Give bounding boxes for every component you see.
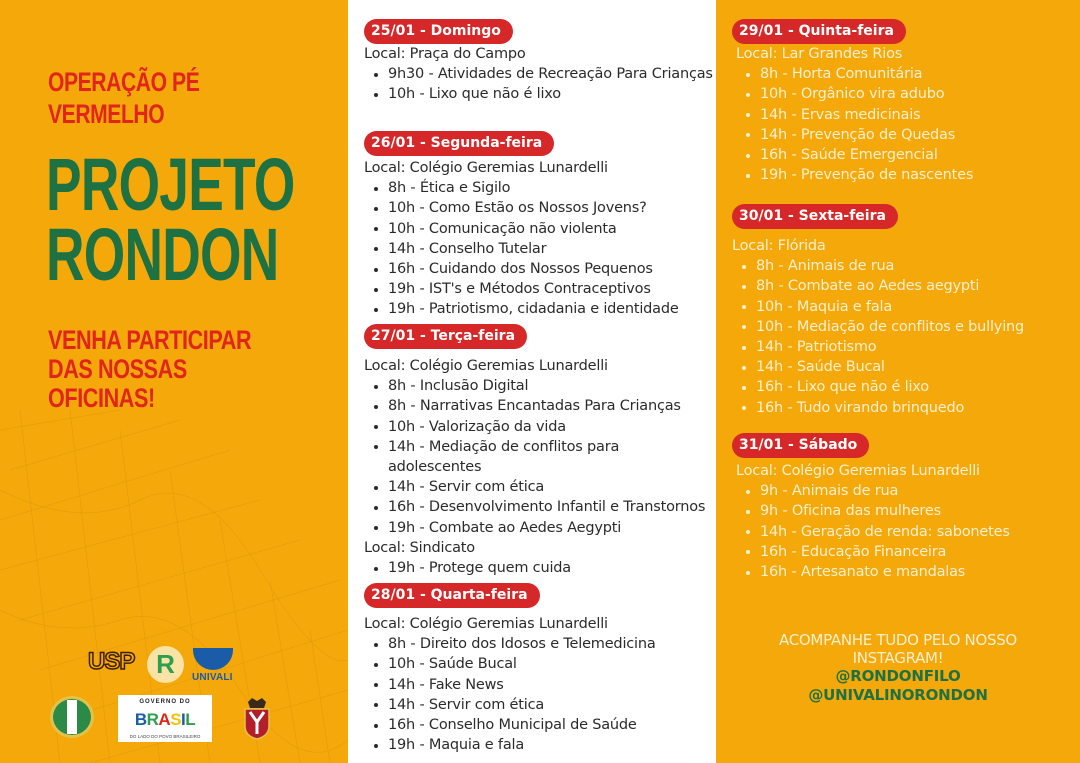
list-item: 16h - Saúde Emergencial	[744, 145, 973, 165]
date-badge: 26/01 - Segunda-feira	[364, 131, 554, 156]
list-item: 14h - Fake News	[372, 675, 656, 695]
usp-logo: USP	[88, 648, 135, 675]
list-item: 19h - IST's e Métodos Contraceptivos	[372, 279, 679, 299]
list-item: 10h - Comunicação não violenta	[372, 219, 679, 239]
univali-emblem-icon	[193, 648, 233, 670]
city-coat-of-arms-icon	[240, 696, 274, 740]
governo-brasil-logo	[118, 695, 212, 742]
day-31-01	[732, 433, 1010, 582]
list-item: 10h - Como Estão os Nossos Jovens?	[372, 198, 679, 218]
day-28-01	[364, 583, 656, 755]
operation-name-line-1: OPERAÇÃO PÉ	[48, 67, 200, 97]
location: Local: Colégio Geremias Lunardelli	[364, 160, 608, 176]
date-badge: 29/01 - Quinta-feira	[732, 19, 906, 44]
day-29-01	[732, 19, 973, 185]
list-item: 8h - Animais de rua	[740, 256, 1024, 276]
list-item: 19h - Protege quem cuida	[372, 558, 705, 578]
project-title-line-1: PROJETO	[46, 143, 295, 226]
activity-list	[364, 64, 713, 104]
list-item: 14h - Servir com ética	[372, 477, 705, 497]
date-badge: 28/01 - Quarta-feira	[364, 583, 540, 608]
list-item: 9h30 - Atividades de Recreação Para Crianças	[372, 64, 713, 84]
municipal-seal-logo	[50, 696, 94, 738]
activity-list	[364, 558, 705, 578]
location: Local: Colégio Geremias Lunardelli	[736, 463, 980, 479]
operation-name	[48, 66, 199, 130]
date-badge: 25/01 - Domingo	[364, 19, 513, 44]
left-panel	[0, 0, 348, 763]
instagram-handle-univalinorondon[interactable]: @UNIVALINORONDON	[808, 686, 988, 704]
project-title-line-2: RONDON	[46, 213, 279, 296]
list-item: 10h - Lixo que não é lixo	[372, 84, 713, 104]
location: Local: Lar Grandes Rios	[736, 46, 903, 62]
list-item: 9h - Oficina das mulheres	[744, 501, 1010, 521]
list-item: 10h - Saúde Bucal	[372, 654, 656, 674]
list-item: 14h - Geração de renda: sabonetes	[744, 522, 1010, 542]
rondon-logo: R	[147, 646, 184, 683]
list-item: 19h - Maquia e fala	[372, 735, 656, 755]
day-30-01	[732, 204, 1024, 418]
list-item: 16h - Educação Financeira	[744, 542, 1010, 562]
list-item: 8h - Horta Comunitária	[744, 64, 973, 84]
list-item: 14h - Ervas medicinais	[744, 105, 973, 125]
location: Local: Praça do Campo	[364, 46, 526, 62]
list-item: 10h - Valorização da vida	[372, 417, 705, 437]
day-25-01	[364, 19, 713, 105]
location: Local: Sindicato	[364, 539, 475, 556]
list-item: 14h - Saúde Bucal	[740, 357, 1024, 377]
cta-line-2: DAS NOSSAS	[48, 354, 187, 384]
univali-logo	[192, 648, 234, 688]
location: Local: Flórida	[732, 238, 826, 254]
list-item: 19h - Combate ao Aedes Aegypti	[372, 518, 705, 538]
seal-stripe-icon	[67, 700, 77, 734]
date-badge: 31/01 - Sábado	[732, 433, 869, 458]
list-item: 14h - Conselho Tutelar	[372, 239, 679, 259]
list-item: 9h - Animais de rua	[744, 481, 1010, 501]
project-title	[46, 143, 295, 296]
list-item: 8h - Ética e Sigilo	[372, 178, 679, 198]
list-item: 10h - Maquia e fala	[740, 297, 1024, 317]
list-item: 16h - Tudo virando brinquedo	[740, 398, 1024, 418]
gov-logo-wordmark: BRASIL	[134, 710, 196, 729]
list-item: 14h - Mediação de conflitos para adolescentes	[372, 437, 648, 477]
list-item: 16h - Cuidando dos Nossos Pequenos	[372, 259, 679, 279]
day-26-01	[364, 131, 679, 320]
list-item: 14h - Prevenção de Quedas	[744, 125, 973, 145]
schedule-column-1	[348, 0, 716, 763]
cta-line-1: VENHA PARTICIPAR	[48, 325, 252, 355]
instagram-handle-rondonfilo[interactable]: @RONDONFILO	[835, 667, 961, 685]
activity-list	[732, 481, 1010, 582]
call-to-action	[48, 326, 251, 413]
operation-name-line-2: VERMELHO	[48, 99, 165, 129]
activity-list	[364, 376, 705, 538]
list-item: 8h - Inclusão Digital	[372, 376, 705, 396]
list-item: 19h - Patriotismo, cidadania e identidade	[372, 299, 679, 319]
list-item: 8h - Combate ao Aedes aegypti	[740, 276, 1024, 296]
date-badge: 27/01 - Terça-feira	[364, 324, 527, 349]
partner-logos	[0, 640, 348, 763]
location: Local: Colégio Geremias Lunardelli	[364, 358, 608, 374]
follow-text-line-1: ACOMPANHE TUDO PELO NOSSO	[779, 631, 1017, 649]
gov-logo-tagline: DO LADO DO POVO BRASILEIRO	[129, 734, 201, 739]
list-item: 19h - Prevenção de nascentes	[744, 165, 973, 185]
activity-list	[364, 634, 656, 755]
list-item: 8h - Narrativas Encantadas Para Crianças	[372, 396, 705, 416]
list-item: 14h - Servir com ética	[372, 695, 656, 715]
cta-line-3: OFICINAS!	[48, 383, 155, 413]
activity-list	[732, 256, 1024, 418]
list-item: 10h - Mediação de conflitos e bullying	[740, 317, 1024, 337]
gov-logo-top: GOVERNO DO	[139, 699, 191, 705]
list-item: 8h - Direito dos Idosos e Telemedicina	[372, 634, 656, 654]
follow-text-line-2: INSTAGRAM!	[852, 649, 944, 667]
list-item: 16h - Conselho Municipal de Saúde	[372, 715, 656, 735]
activity-list	[732, 64, 973, 185]
day-27-01	[364, 324, 705, 578]
list-item: 14h - Patriotismo	[740, 337, 1024, 357]
list-item: 10h - Orgânico vira adubo	[744, 84, 973, 104]
location: Local: Colégio Geremias Lunardelli	[364, 616, 608, 632]
univali-logo-text: UNIVALI	[192, 672, 233, 683]
activity-list	[364, 178, 679, 319]
instagram-callout	[716, 631, 1080, 705]
list-item: 16h - Artesanato e mandalas	[744, 562, 1010, 582]
list-item: 16h - Desenvolvimento Infantil e Transtornos	[372, 497, 705, 517]
list-item: 16h - Lixo que não é lixo	[740, 377, 1024, 397]
date-badge: 30/01 - Sexta-feira	[732, 204, 898, 229]
